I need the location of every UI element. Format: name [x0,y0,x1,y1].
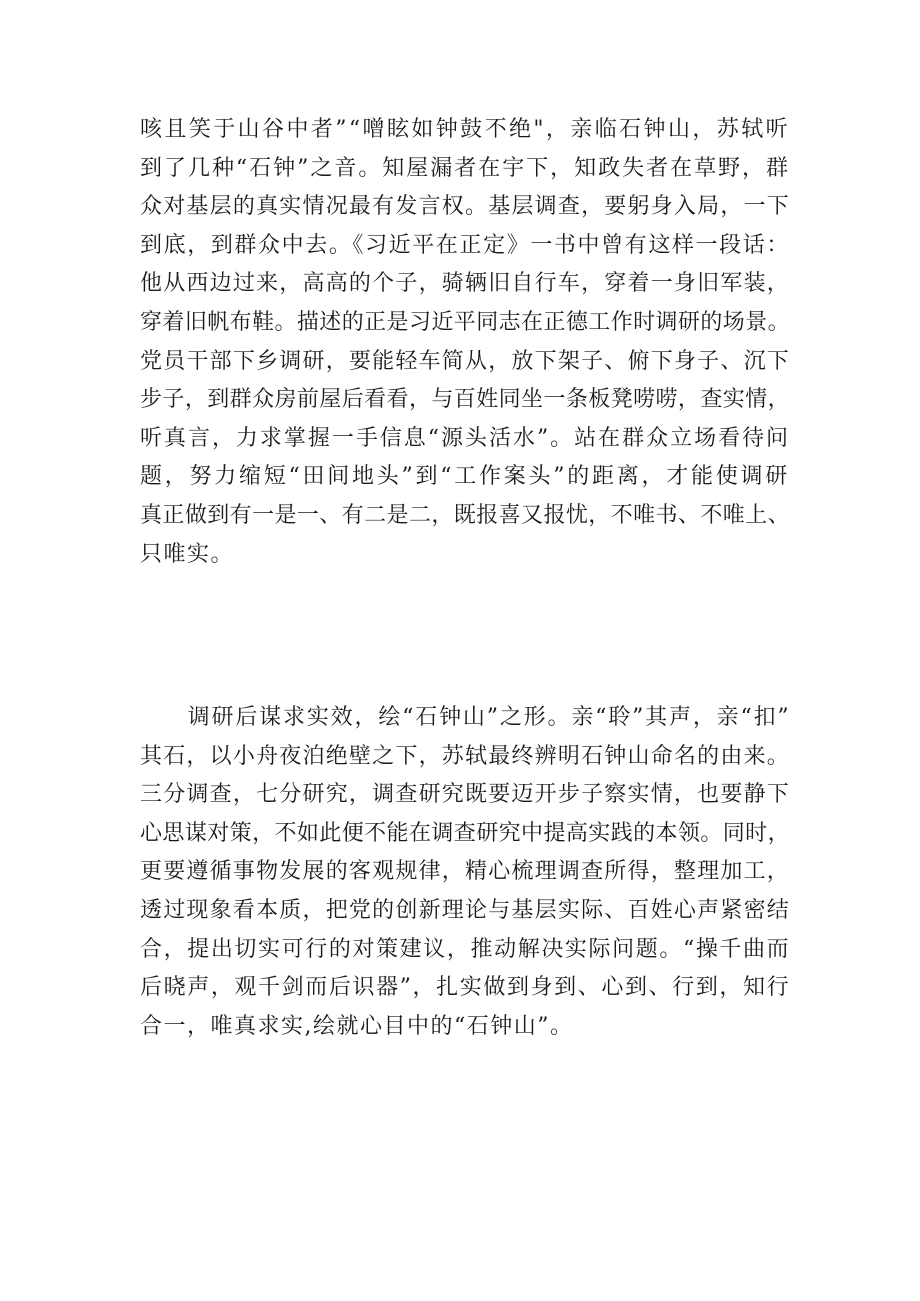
text-line: 更要遵循事物发展的客观规律，精心梳理调查所得，整理加工， [140,859,791,885]
text-line: 三分调查，七分研究，调查研究既要迈开步子察实情，也要静下 [140,782,791,808]
text-line: 合一，唯真求实,绘就心目中的“石钟山”。 [140,1013,574,1039]
text-line: 透过现象看本质，把党的创新理论与基层实际、百姓心声紧密结 [140,897,791,923]
text-line: 众对基层的真实情况最有发言权。基层调查，要躬身入局，一下 [140,194,791,220]
text-line: 调研后谋求实效，绘“石钟山”之形。亲“聆”其声，亲“扣” [140,705,791,730]
paragraph-2 [140,699,790,1046]
text-line: 他从西边过来，高高的个子，骑辆旧自行车，穿着一身旧军装， [140,271,791,297]
text-line: 党员干部下乡调研，要能轻车简从，放下架子、俯下身子、沉下 [140,348,791,374]
text-line: 后晓声，观千剑而后识器”，扎实做到身到、心到、行到，知行 [140,975,791,1001]
text-line: 题，努力缩短“田间地头”到“工作案头”的距离，才能使调研 [140,464,790,490]
text-line: 真正做到有一是一、有二是二，既报喜又报忧，不唯书、不唯上、 [140,502,790,528]
text-line: 到了几种“石钟”之音。知屋漏者在宇下，知政失者在草野，群 [140,155,790,181]
text-line: 只唯实。 [140,541,235,567]
text-line: 合，提出切实可行的对策建议，推动解决实际问题。“操千曲而 [140,936,791,962]
text-line: 步子，到群众房前屋后看看，与百姓同坐一条板凳唠唠，查实情， [140,387,790,413]
paragraph-1 [140,111,790,574]
text-line: 其石，以小舟夜泊绝壁之下，苏轼最终辨明石钟山命名的由来。 [140,743,791,769]
text-line: 穿着旧帆布鞋。描述的正是习近平同志在正德工作时调研的场景。 [140,309,790,335]
text-line: 咳且笑于山谷中者”“噌眩如钟鼓不绝"，亲临石钟山，苏轼听 [140,117,790,142]
text-line: 心思谋对策，不如此便不能在调查研究中提高实践的本领。同时， [140,820,790,846]
text-line: 听真言，力求掌握一手信息“源头活水”。站在群众立场看待问 [140,425,790,451]
text-line: 到底，到群众中去。《习近平在正定》一书中曾有这样一段话： [140,232,791,258]
